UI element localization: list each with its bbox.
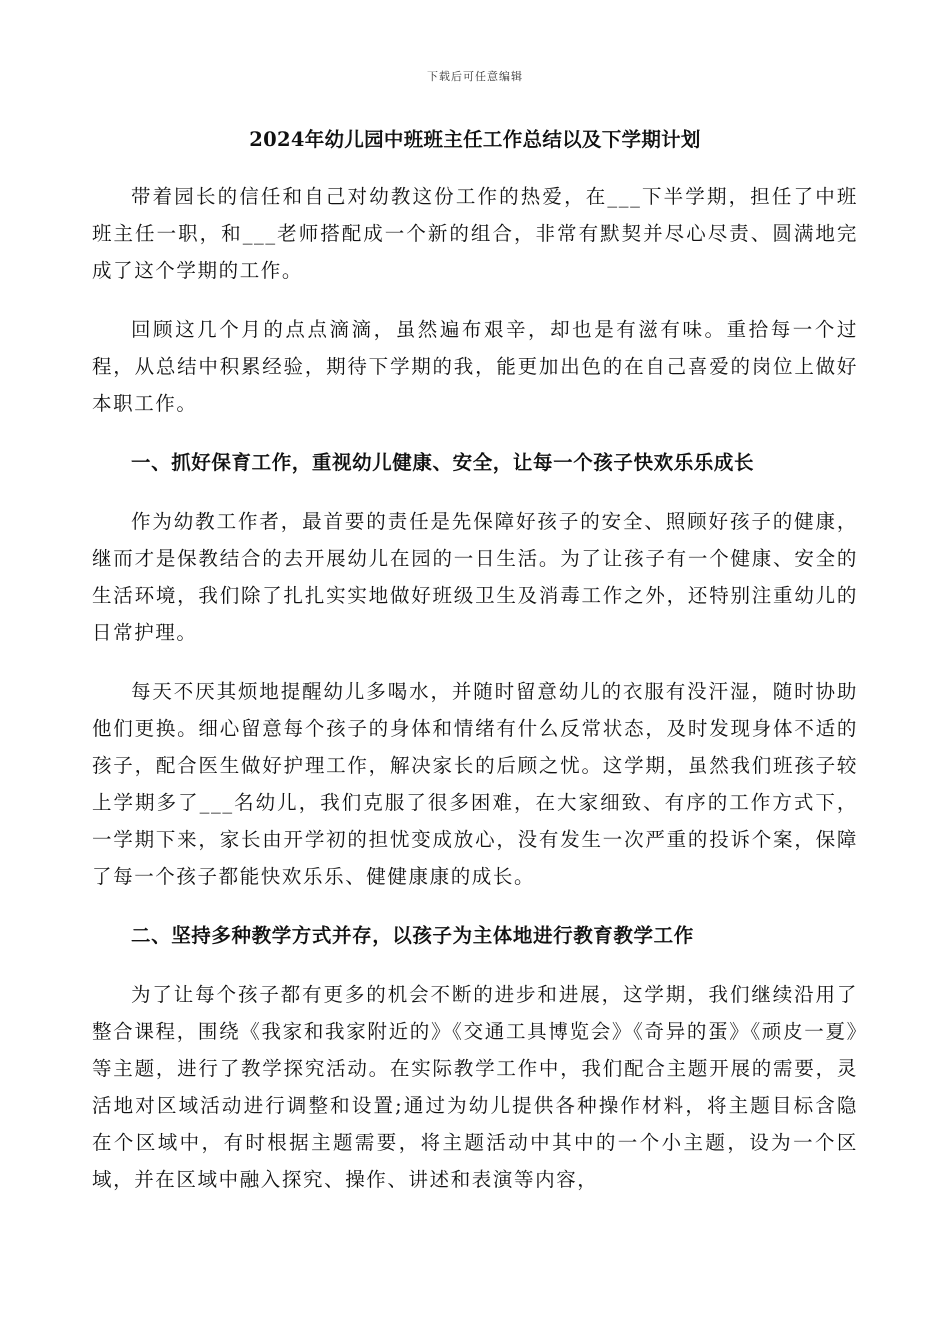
document-title: 2024年幼儿园中班班主任工作总结以及下学期计划 — [249, 128, 701, 151]
section-2-heading: 二、坚持多种教学方式并存，以孩子为主体地进行教育教学工作 — [131, 924, 694, 947]
intro-paragraph-1: 带着园长的信任和自己对幼教这份工作的热爱，在___下半学期，担任了中班班主任一职，和___老师搭配成一个新的组合，非常有默契并尽心尽责、圆满地完成了这个学期的工作。 — [92, 185, 858, 282]
header-note: 下载后可任意编辑 — [427, 70, 523, 83]
section-1-paragraph-2: 每天不厌其烦地提醒幼儿多喝水，并随时留意幼儿的衣服有没汗湿，随时协助他们更换。细心留意每个孩子的身体和情绪有什么反常状态，及时发现身体不适的孩子，配合医生做好护理工作，解决家长的后顾之忧。这学期，虽然我们班孩子较上学期多了___名幼儿，我们克服了很多困难，在大家细致、有序的工作方式下，一学期下来，家长由开学初的担忧变成放心，没有发生一次严重的投诉个案，保障了每一个孩子都能快欢乐乐、健健康康的成长。 — [92, 680, 858, 888]
intro-paragraph-2: 回顾这几个月的点点滴滴，虽然遍布艰辛，却也是有滋有味。重拾每一个过程，从总结中积累经验，期待下学期的我，能更加出色的在自己喜爱的岗位上做好本职工作。 — [92, 318, 858, 415]
document-body — [92, 178, 858, 1220]
section-1-heading: 一、抓好保育工作，重视幼儿健康、安全，让每一个孩子快欢乐乐成长 — [131, 451, 755, 474]
section-2-paragraph-1: 为了让每个孩子都有更多的机会不断的进步和进展，这学期，我们继续沿用了整合课程，围绕《我家和我家附近的》《交通工具博览会》《奇异的蛋》《顽皮一夏》等主题，进行了教学探究活动。在实际教学工作中，我们配合主题开展的需要，灵活地对区域活动进行调整和设置;通过为幼儿提供各种操作材料，将主题目标含隐在个区域中，有时根据主题需要，将主题活动中其中的一个小主题，设为一个区域，并在区域中融入探究、操作、讲述和表演等内容， — [92, 983, 858, 1191]
section-1-paragraph-1: 作为幼教工作者，最首要的责任是先保障好孩子的安全、照顾好孩子的健康，继而才是保教结合的去开展幼儿在园的一日生活。为了让孩子有一个健康、安全的生活环境，我们除了扎扎实实地做好班级卫生及消毒工作之外，还特别注重幼儿的日常护理。 — [92, 510, 858, 644]
